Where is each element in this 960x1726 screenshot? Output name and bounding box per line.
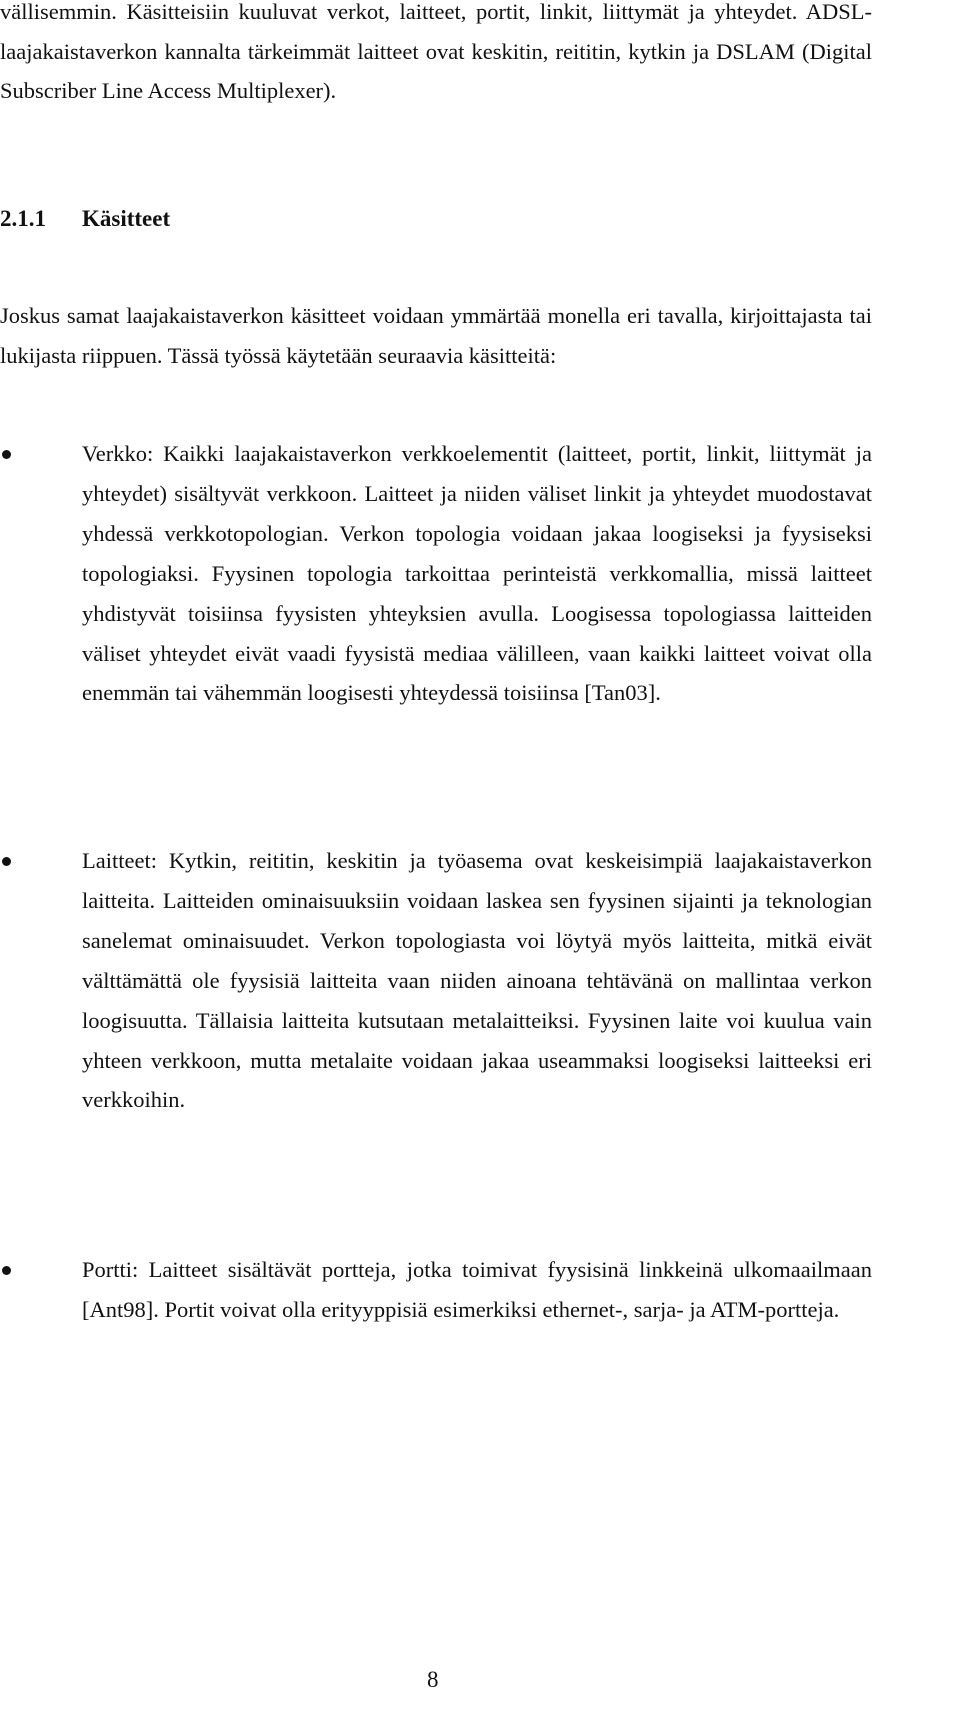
bullet-icon xyxy=(2,450,11,459)
list-item-text: Portti: Laitteet sisältävät portteja, jotka toimivat fyysisinä linkkeinä ulkomaailmaan [Ant98]. Portit voivat olla erityyppisiä esimerkiksi ethernet-, sarja- ja ATM-portteja. xyxy=(82,1257,872,1322)
section-heading xyxy=(0,199,170,239)
bullet-icon xyxy=(2,1266,11,1275)
lead-paragraph: Joskus samat laajakaistaverkon käsitteet voidaan ymmärtää monella eri tavalla, kirjoittajasta tai lukijasta riippuen. Tässä työssä käytetään seuraavia käsitteitä: xyxy=(0,303,872,368)
page-number-text: 8 xyxy=(427,1667,439,1692)
section-number: 2.1.1 xyxy=(0,206,46,231)
list-item-text: Verkko: Kaikki laajakaistaverkon verkkoelementit (laitteet, portit, linkit, liittymät ja yhteydet) sisältyvät verkkoon. Laitteet ja niiden väliset linkit ja yhteydet muodostavat yhdessä verkkotopologian. Verkon topologia voidaan jakaa loogiseksi ja fyysiseksi topologiaksi. Fyysinen topologia tarkoittaa perinteistä verkkomallia, missä laitteet yhdistyvät toisiinsa fyysisten yhteyksien avulla. Loogisessa topologiassa laitteiden väliset yhteydet eivät vaadi fyysistä mediaa välilleen, vaan kaikki laitteet voivat olla enemmän tai vähemmän loogisesti yhteydessä toisiinsa [Tan03]. xyxy=(82,441,872,706)
section-title: Käsitteet xyxy=(82,206,171,231)
intro-paragraph: vällisemmin. Käsitteisiin kuuluvat verkot, laitteet, portit, linkit, liittymät ja yhteydet. ADSL-laajakaistaverkon kannalta tärkeimmät laitteet ovat keskitin, reititin, kytkin ja DSLAM (Digital Subscriber Line Access Multiplexer). xyxy=(0,0,872,103)
bullet-icon xyxy=(2,857,11,866)
list-item-text: Laitteet: Kytkin, reititin, keskitin ja työasema ovat keskeisimpiä laajakaistaverkon laitteita. Laitteiden ominaisuuksiin voidaan laskea sen fyysinen sijainti ja teknologian sanelemat ominaisuudet. Verkon topologiasta voi löytyä myös laitteita, mitkä eivät välttämättä ole fyysisiä laitteita vaan niiden ainoana tehtävänä on mallintaa verkon loogisuutta. Tällaisia laitteita kutsutaan metalaitteiksi. Fyysinen laite voi kuulua vain yhteen verkkoon, mutta metalaite voidaan jakaa useammaksi loogiseksi laitteeksi eri verkkoihin. xyxy=(82,848,872,1113)
